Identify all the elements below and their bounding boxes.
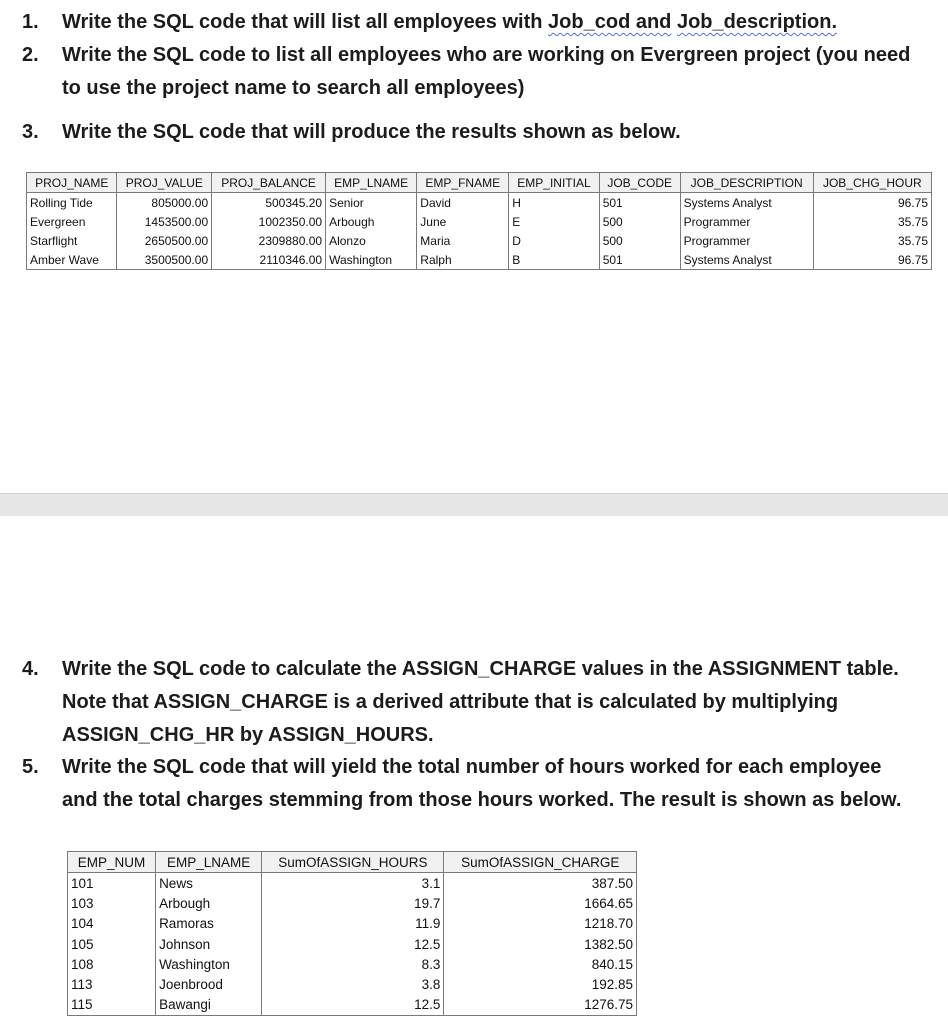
table-row [27,231,932,250]
table-cell: 104 [68,914,156,934]
table-cell: Starflight [27,231,117,250]
table-cell: Johnson [156,934,262,954]
table-cell: 12.5 [262,934,444,954]
col-header: JOB_CHG_HOUR [813,173,931,193]
col-header: EMP_LNAME [156,852,262,873]
table-cell: 1002350.00 [212,212,326,231]
table-cell: Joenbrood [156,974,262,994]
table-cell: 3.1 [262,873,444,894]
table-cell: 387.50 [444,873,637,894]
table-cell: Senior [326,193,417,213]
question-2-number: 2. [22,44,39,66]
question-2 [22,39,922,105]
table-cell: 3.8 [262,974,444,994]
table-cell: 3500500.00 [117,250,212,270]
table-cell: Ramoras [156,914,262,934]
table-cell: 2309880.00 [212,231,326,250]
table-cell: Arbough [326,212,417,231]
col-header: EMP_INITIAL [509,173,599,193]
question-3 [22,116,922,149]
table-cell: 1453500.00 [117,212,212,231]
col-header: PROJ_NAME [27,173,117,193]
question-3-text: Write the SQL code that will produce the results shown as below. [62,121,681,143]
col-header: JOB_CODE [599,173,680,193]
table-cell: 8.3 [262,954,444,974]
table-cell: 2110346.00 [212,250,326,270]
table-cell: David [417,193,509,213]
col-header: SumOfASSIGN_HOURS [262,852,444,873]
question-4 [22,653,922,752]
col-header: PROJ_BALANCE [212,173,326,193]
question-4-number: 4. [22,658,39,680]
table-cell: 19.7 [262,893,444,913]
table-cell: 35.75 [813,231,931,250]
table-cell: 500 [599,212,680,231]
col-header: JOB_DESCRIPTION [680,173,813,193]
table-cell: 108 [68,954,156,974]
table-cell: Rolling Tide [27,193,117,213]
table-cell: Amber Wave [27,250,117,270]
table-cell: 103 [68,893,156,913]
table-cell: Maria [417,231,509,250]
hours-summary-table [67,851,637,1016]
col-header: EMP_NUM [68,852,156,873]
table-cell: 96.75 [813,193,931,213]
table-cell: B [509,250,599,270]
question-5-number: 5. [22,756,39,778]
question-1-spell-flag-1: Job_cod and [548,11,672,33]
table-cell: E [509,212,599,231]
table-cell: 192.85 [444,974,637,994]
table-cell: H [509,193,599,213]
table-cell: Arbough [156,893,262,913]
table-cell: 12.5 [262,995,444,1016]
table-cell: Evergreen [27,212,117,231]
table-cell: D [509,231,599,250]
table-cell: June [417,212,509,231]
table-row [68,893,637,913]
table-cell: Programmer [680,212,813,231]
table-cell: Systems Analyst [680,250,813,270]
table-row [27,193,932,213]
table-row [27,212,932,231]
table-cell: 500345.20 [212,193,326,213]
table-cell: News [156,873,262,894]
col-header: EMP_FNAME [417,173,509,193]
table-row [68,934,637,954]
table-cell: 1382.50 [444,934,637,954]
table-cell: Washington [156,954,262,974]
table-cell: 1664.65 [444,893,637,913]
table-cell: Alonzo [326,231,417,250]
question-1-number: 1. [22,11,39,33]
table-cell: 1276.75 [444,995,637,1016]
question-1-text-start: Write the SQL code that will list all employees with [62,11,549,33]
table-cell: 501 [599,193,680,213]
table-header-row [68,852,637,873]
table-cell: 113 [68,974,156,994]
table-row [68,873,637,894]
question-5-text: Write the SQL code that will yield the total number of hours worked for each employee and the total charges stemming from those hours worked. The result is shown as below. [62,756,902,811]
table-cell: 105 [68,934,156,954]
table-cell: 1218.70 [444,914,637,934]
table-cell: Ralph [417,250,509,270]
table-header-row [27,173,932,193]
table-cell: Washington [326,250,417,270]
table-cell: 805000.00 [117,193,212,213]
table-cell: Programmer [680,231,813,250]
table-cell: 101 [68,873,156,894]
question-1-spell-flag-2: Job_description. [676,11,837,33]
table-row [68,974,637,994]
table-row [27,250,932,270]
table-cell: 500 [599,231,680,250]
table-cell: Systems Analyst [680,193,813,213]
question-1-text [62,6,922,39]
question-3-number: 3. [22,121,39,143]
table-cell: 115 [68,995,156,1016]
question-1 [22,6,922,39]
table-cell: 35.75 [813,212,931,231]
col-header: PROJ_VALUE [117,173,212,193]
question-2-text: Write the SQL code to list all employees who are working on Evergreen project (you need to use the project name to search all employees) [62,44,911,99]
table-row [68,914,637,934]
table-row [68,995,637,1016]
question-4-text: Write the SQL code to calculate the ASSIGN_CHARGE values in the ASSIGNMENT table. Note that ASSIGN_CHARGE is a derived attribute that is calculated by multiplying ASSIGN_CHG_HR by ASSIGN_HOURS. [62,658,899,746]
question-5 [22,751,922,817]
table-cell: 501 [599,250,680,270]
table-cell: 2650500.00 [117,231,212,250]
table-cell: 11.9 [262,914,444,934]
project-results-table [26,172,932,270]
col-header: EMP_LNAME [326,173,417,193]
page-break [0,493,948,517]
table-cell: Bawangi [156,995,262,1016]
table-cell: 96.75 [813,250,931,270]
table-cell: 840.15 [444,954,637,974]
table-row [68,954,637,974]
col-header: SumOfASSIGN_CHARGE [444,852,637,873]
